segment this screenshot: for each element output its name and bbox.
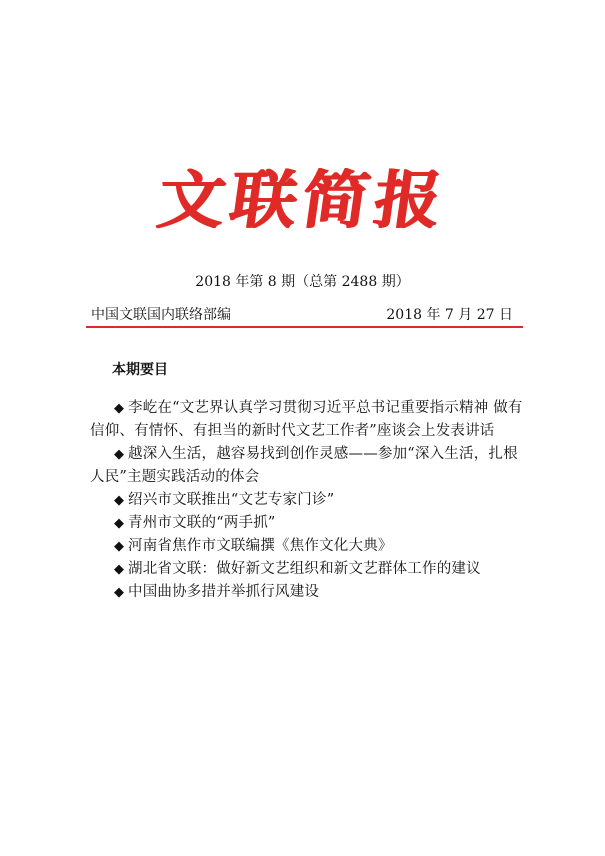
- contents-item: [90, 443, 530, 489]
- contents-heading: 本期要目: [112, 362, 168, 378]
- contents-item: [90, 558, 530, 581]
- publisher-line: [91, 305, 521, 325]
- red-divider-rule: [86, 326, 523, 328]
- diamond-bullet-icon: ◆: [114, 516, 125, 531]
- diamond-bullet-icon: ◆: [114, 585, 125, 600]
- contents-item: [90, 512, 530, 535]
- contents-item-text: 湖北省文联：做好新文艺组织和新文艺群体工作的建议: [128, 561, 481, 577]
- diamond-bullet-icon: ◆: [114, 493, 125, 508]
- contents-item: [90, 581, 530, 604]
- contents-item-text: 李屹在“文艺界认真学习贯彻习近平总书记重要指示精神 做有信仰、有情怀、有担当的新时代文艺工作者”座谈会上发表讲话: [90, 400, 523, 439]
- contents-item-text: 河南省焦作市文联编撰《焦作文化大典》: [128, 538, 393, 554]
- masthead: [0, 150, 605, 250]
- publisher-name: 中国文联国内联络部编: [91, 307, 231, 323]
- contents-item-text: 越深入生活，越容易找到创作灵感——参加“深入生活，扎根人民”主题实践活动的体会: [90, 446, 518, 485]
- masthead-title: 文联简报: [153, 162, 452, 238]
- publication-date: 2018 年 7 月 27 日: [386, 307, 513, 323]
- contents-item-text: 中国曲协多措并举抓行风建设: [128, 584, 320, 600]
- diamond-bullet-icon: ◆: [114, 447, 125, 462]
- contents-list: [90, 397, 530, 604]
- diamond-bullet-icon: ◆: [114, 539, 125, 554]
- issue-number: 2018 年第 8 期（总第 2488 期）: [195, 274, 410, 290]
- contents-item-text: 绍兴市文联推出“文艺专家门诊”: [128, 492, 335, 508]
- contents-item-text: 青州市文联的“两手抓”: [128, 515, 276, 531]
- contents-item: [90, 535, 530, 558]
- contents-item: [90, 397, 530, 443]
- contents-item: [90, 489, 530, 512]
- diamond-bullet-icon: ◆: [114, 562, 125, 577]
- diamond-bullet-icon: ◆: [114, 401, 125, 416]
